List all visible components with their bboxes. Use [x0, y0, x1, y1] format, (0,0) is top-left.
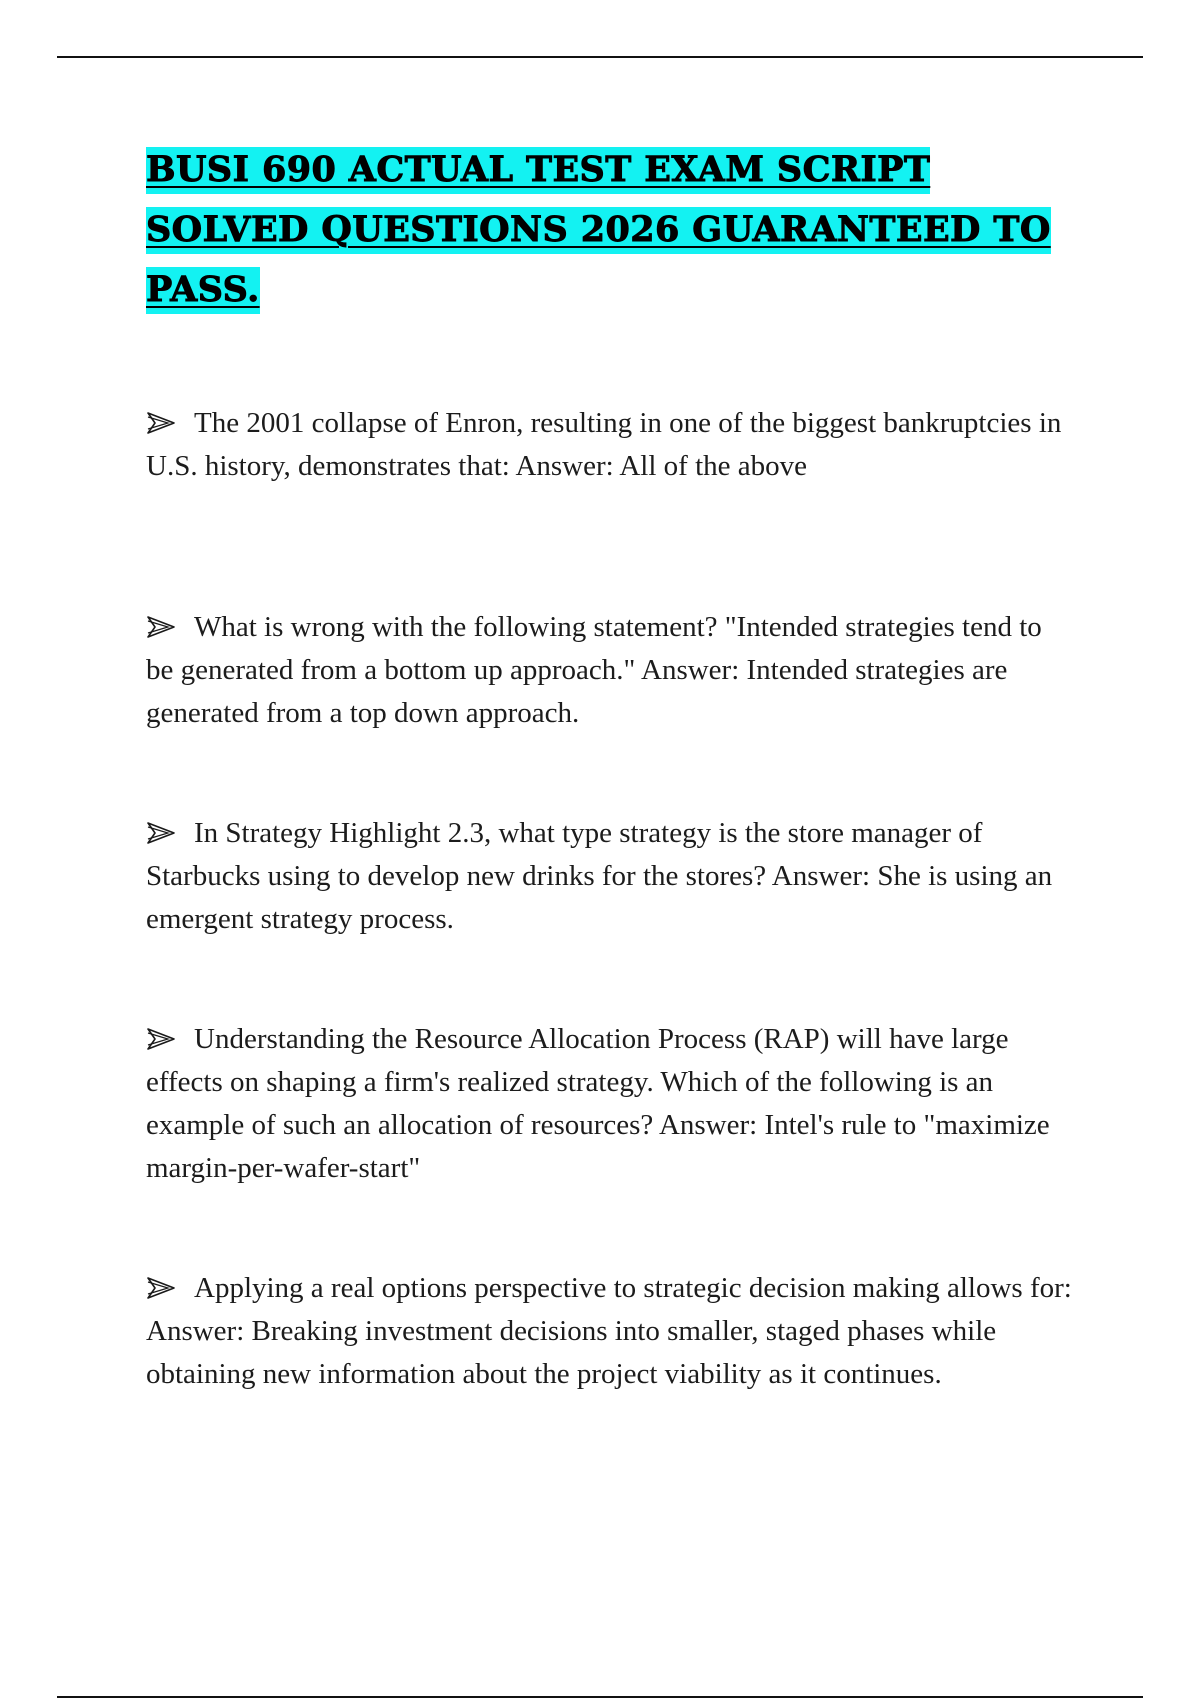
question-item: [146, 1018, 1076, 1190]
arrow-bullet-icon: [146, 1277, 182, 1299]
question-item: [146, 402, 1076, 488]
arrow-bullet-icon: [146, 412, 182, 434]
question-item: [146, 606, 1076, 735]
document-title: [146, 140, 1076, 320]
arrow-bullet-icon: [146, 1028, 182, 1050]
arrow-bullet-icon: [146, 616, 182, 638]
bottom-divider: [57, 1696, 1143, 1698]
question-text: Applying a real options perspective to strategic decision making allows for: Answer: Breaking investment decisions into smaller, staged phases while obtaining new information about the project viability as it continues.: [146, 1272, 1072, 1390]
title-highlight: BUSI 690 ACTUAL TEST EXAM SCRIPT SOLVED QUESTIONS 2026 GUARANTEED TO PASS.: [146, 147, 1051, 314]
document-body: [146, 140, 1076, 1390]
question-text: In Strategy Highlight 2.3, what type strategy is the store manager of Starbucks using to develop new drinks for the stores? Answer: She is using an emergent strategy process.: [146, 817, 1053, 935]
question-item: [146, 1267, 1076, 1396]
question-text: What is wrong with the following statement? "Intended strategies tend to be generated from a bottom up approach." Answer: Intended strategies are generated from a top down approach.: [146, 611, 1042, 729]
top-divider: [57, 56, 1143, 58]
question-text: Understanding the Resource Allocation Process (RAP) will have large effects on shaping a firm's realized strategy. Which of the following is an example of such an allocation of resources? Answer: Intel's rule to "maximize margin-per-wafer-start": [146, 1023, 1050, 1184]
arrow-bullet-icon: [146, 822, 182, 844]
question-item: [146, 812, 1076, 941]
question-text: The 2001 collapse of Enron, resulting in one of the biggest bankruptcies in U.S. history, demonstrates that: Answer: All of the above: [146, 407, 1062, 482]
